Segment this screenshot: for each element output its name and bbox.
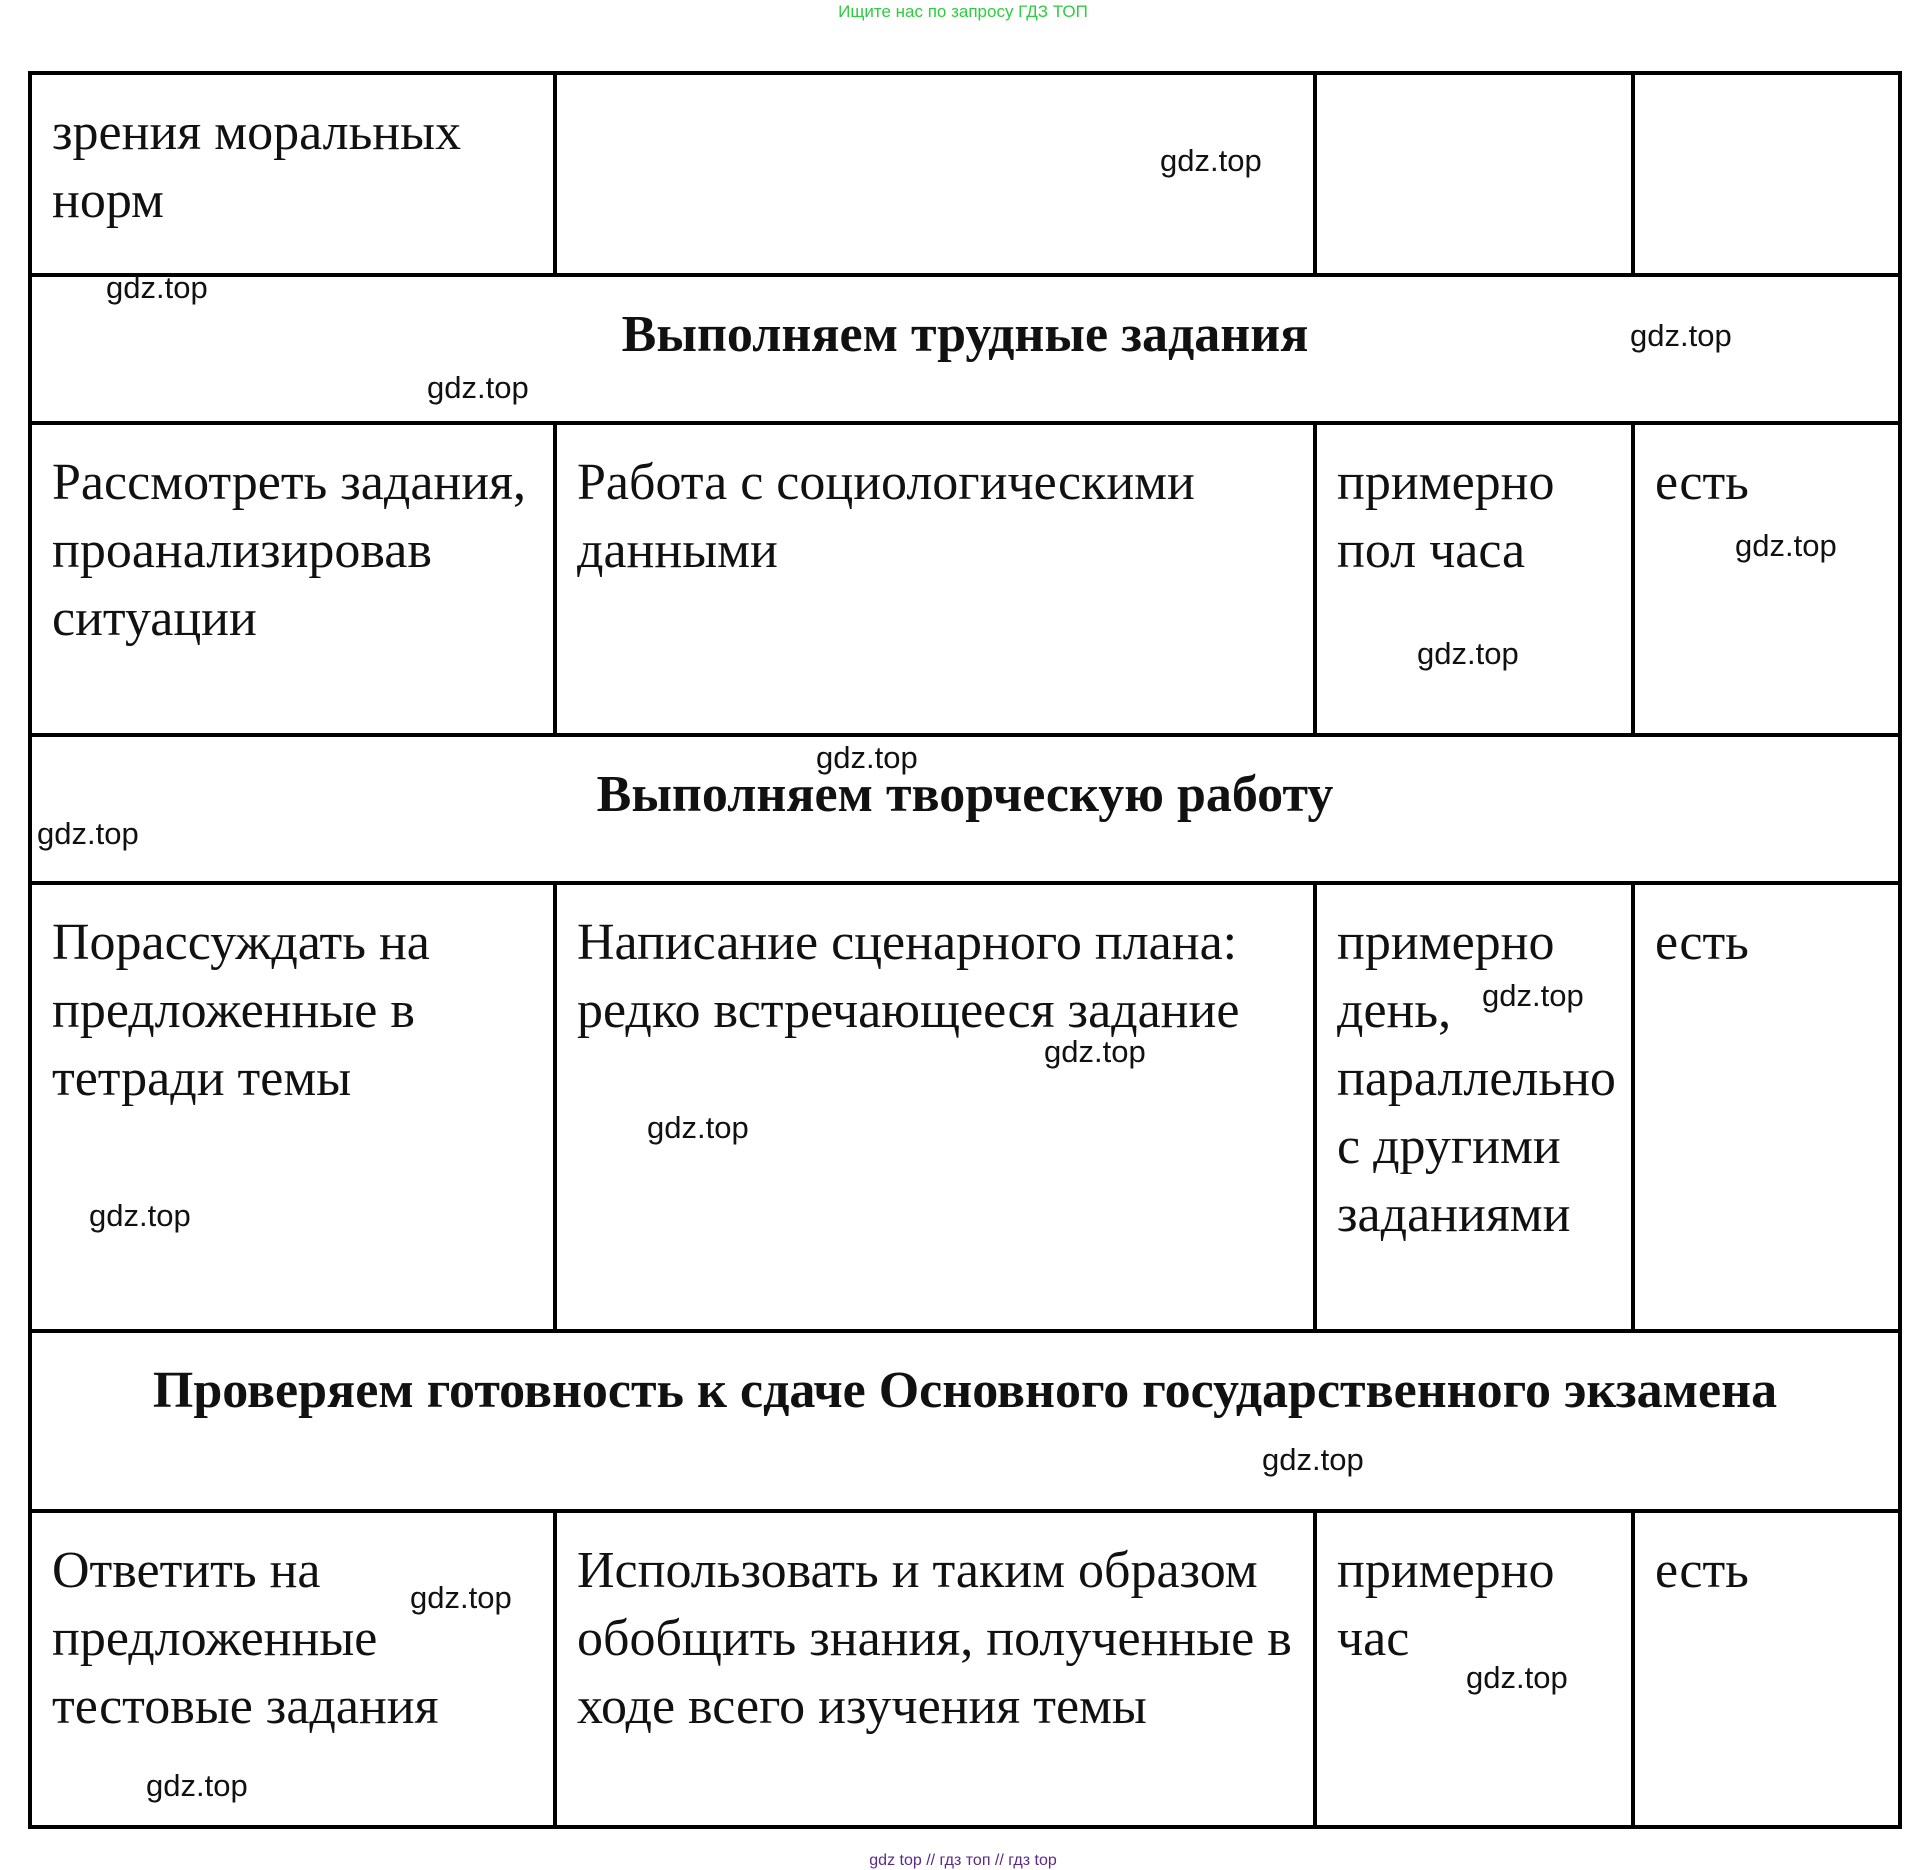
goal-cell: зрения моральных норм (30, 73, 555, 275)
watermark: gdz.top (106, 270, 208, 305)
watermark: gdz.top (89, 1198, 191, 1233)
goal-cell: Рассмотреть задания, проанализировав ситуации (30, 423, 555, 735)
watermark: gdz.top (1482, 978, 1584, 1013)
table-row (30, 883, 1900, 1331)
section-row (30, 1331, 1900, 1511)
watermark: gdz.top (146, 1768, 248, 1803)
time-cell: примерно час (1315, 1511, 1633, 1827)
task-cell: Написание сценарного плана: редко встречающееся задание (555, 883, 1315, 1331)
watermark: gdz.top (816, 740, 918, 775)
watermark: gdz.top (1160, 143, 1262, 178)
watermark: gdz.top (410, 1580, 512, 1615)
section-heading-exam-readiness: Проверяем готовность к сдаче Основного государственного экзамена (30, 1331, 1900, 1511)
watermark: gdz.top (427, 370, 529, 405)
watermark: gdz.top (1466, 1660, 1568, 1695)
table-row (30, 73, 1900, 275)
result-cell (1633, 73, 1900, 275)
task-cell: Работа с социологическими данными (555, 423, 1315, 735)
section-heading-creative-work: Выполняем творческую работу (30, 735, 1900, 883)
time-cell: примерно пол часа (1315, 423, 1633, 735)
table-row (30, 1511, 1900, 1827)
time-cell (1315, 73, 1633, 275)
time-cell: примерно день, параллельно с другими заданиями (1315, 883, 1633, 1331)
bottom-banner[interactable]: gdz top // гдз топ // гдз top (869, 1852, 1057, 1869)
watermark: gdz.top (1735, 528, 1837, 563)
result-cell: есть (1633, 883, 1900, 1331)
section-heading-hard-tasks: Выполняем трудные задания (30, 275, 1900, 423)
section-row (30, 735, 1900, 883)
study-plan-table (28, 71, 1902, 1829)
watermark: gdz.top (37, 816, 139, 851)
top-banner[interactable]: Ищите нас по запросу ГДЗ ТОП (838, 2, 1088, 21)
section-row (30, 275, 1900, 423)
watermark: gdz.top (647, 1110, 749, 1145)
watermark: gdz.top (1630, 318, 1732, 353)
table-row (30, 423, 1900, 735)
watermark: gdz.top (1262, 1442, 1364, 1477)
result-cell: есть (1633, 1511, 1900, 1827)
watermark: gdz.top (1417, 636, 1519, 671)
goal-cell: Ответить на предложенные тестовые задания (30, 1511, 555, 1827)
goal-cell: Порассуждать на предложенные в тетради темы (30, 883, 555, 1331)
watermark: gdz.top (1044, 1034, 1146, 1069)
result-cell: есть (1633, 423, 1900, 735)
task-cell: Использовать и таким образом обобщить знания, полученные в ходе всего изучения темы (555, 1511, 1315, 1827)
